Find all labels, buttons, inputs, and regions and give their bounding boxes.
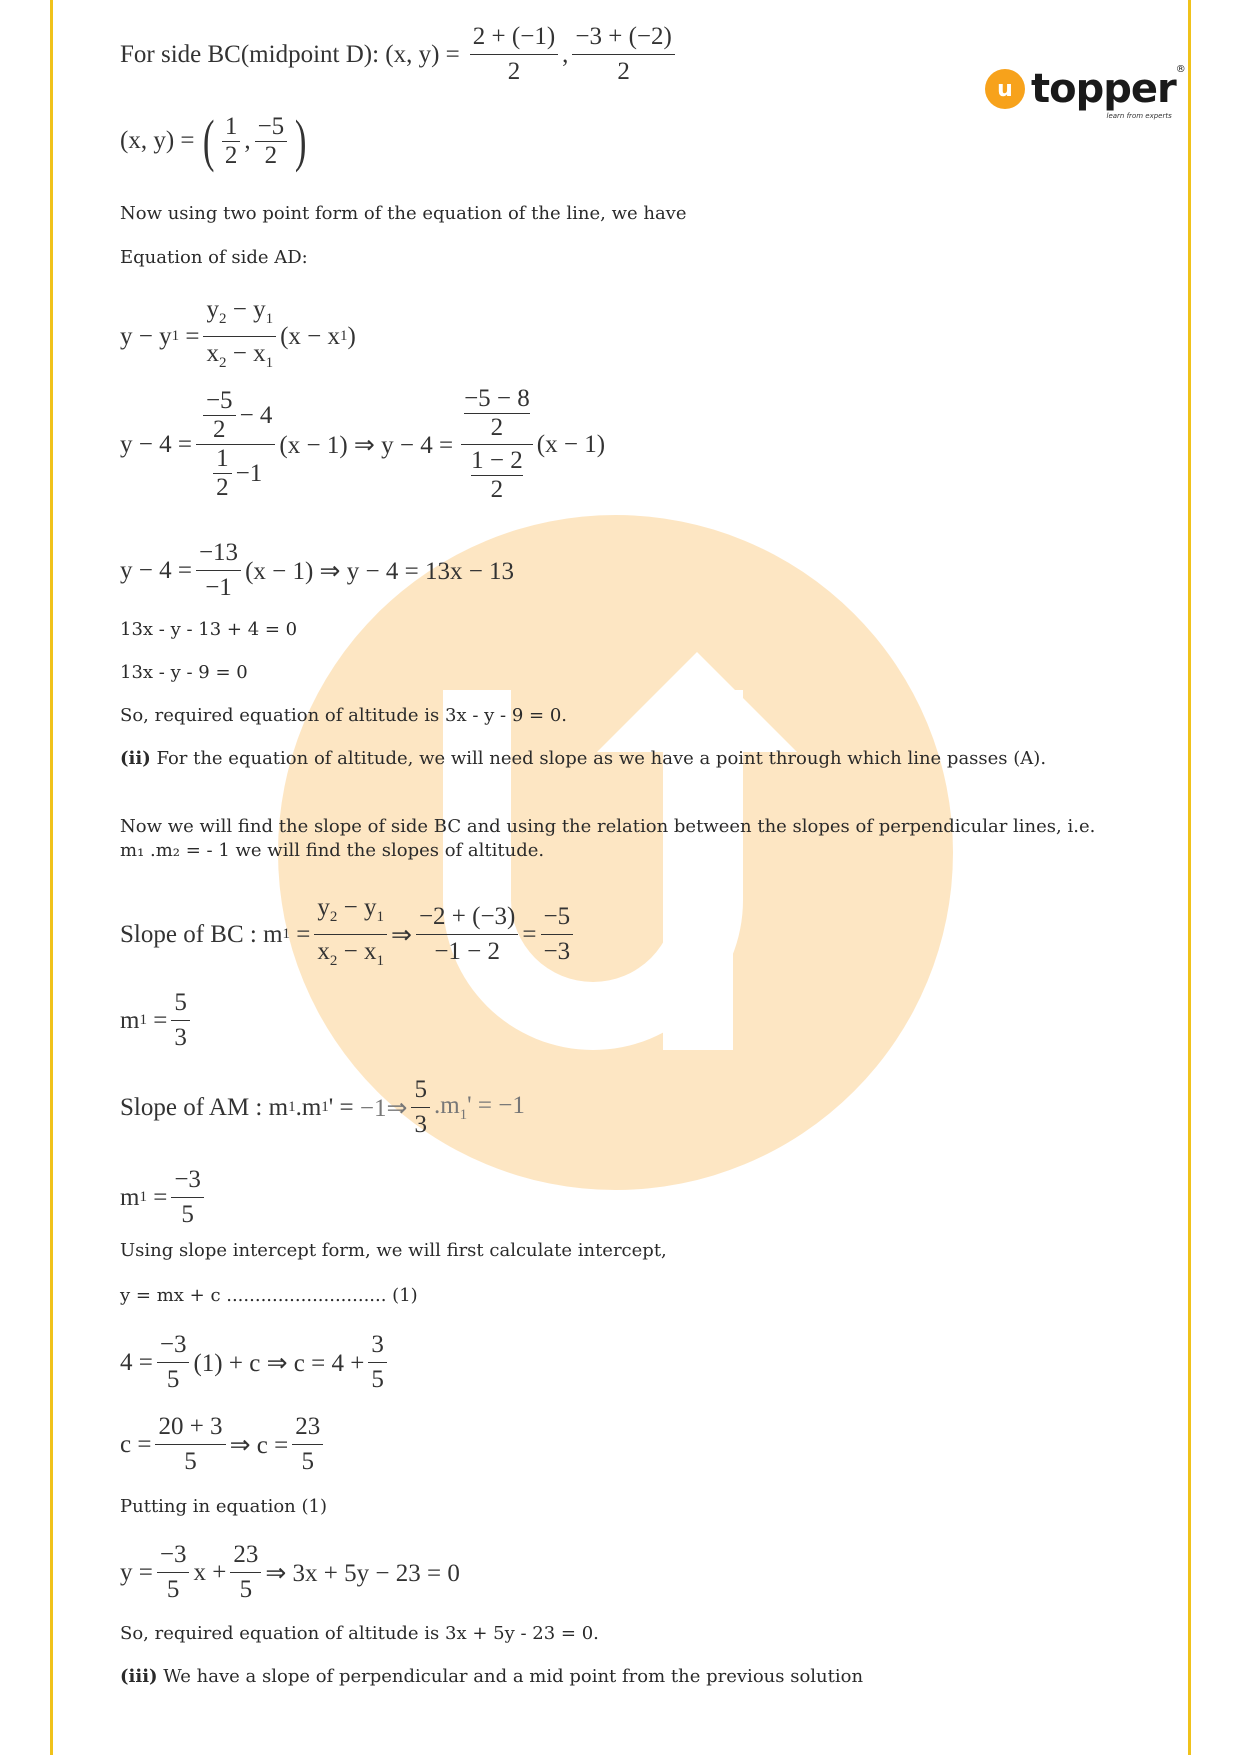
fraction-three-fifths <box>368 1330 387 1395</box>
inner-fraction <box>213 447 232 500</box>
fraction-denominator: 2 <box>264 141 278 169</box>
fraction-numerator: −5 <box>255 115 288 142</box>
m-symbol: m <box>120 1183 140 1211</box>
fraction-numerator: 23 <box>230 1540 261 1573</box>
two-point-form: y − y 1 = $\frac{y_2 - y_1}{x_2 - x_1}$ (x − x 1 ) <box>120 295 356 378</box>
fraction-numerator: −3 <box>157 1330 190 1363</box>
fraction-denominator: $x_2 - x_1$ <box>206 340 274 371</box>
fraction-half <box>222 112 241 169</box>
slope-formula-fraction <box>314 893 387 976</box>
fraction-numerator: 3 <box>368 1330 387 1363</box>
fraction-denominator: 3 <box>414 1111 427 1138</box>
fraction-denominator: 2 <box>213 416 226 443</box>
one-plus-c: (1) + c ⇒ c = 4 + <box>193 1349 365 1377</box>
logo-name: topper <box>1031 66 1176 112</box>
watermark-arrow-icon <box>597 652 797 752</box>
final-equation <box>120 1540 460 1605</box>
fraction-denominator: −1 <box>205 574 232 601</box>
inner-fraction <box>203 389 236 442</box>
x-minus-1-implies: (x − 1) ⇒ y − 4 = <box>279 431 454 459</box>
part-iii-text: We have a slope of perpendicular and a mid point from the previous solution <box>157 1666 864 1687</box>
fraction-denominator: 2 <box>224 141 238 169</box>
topper-logo <box>985 62 1186 120</box>
fraction-denominator: 5 <box>166 1576 180 1603</box>
ad-substitution <box>120 385 605 504</box>
xy-label: (x, y) = <box>120 127 195 154</box>
fraction-denominator: 5 <box>166 1366 180 1393</box>
midpoint-y-fraction <box>572 22 674 87</box>
implies-13x: (x − 1) ⇒ y − 4 = 13x − 13 <box>245 557 515 585</box>
fraction-numerator: −3 <box>171 1165 204 1198</box>
midpoint-formula: For side BC(midpoint D): (x, y) = $\frac{2 + (-1)}{2}$ , $\frac{-3 + (-2)}{2}$ <box>120 22 679 87</box>
part-ii-text: For the equation of altitude, we will need slope as we have a point through which line passes (A). <box>150 748 1047 769</box>
fraction-denominator: −1 − 2 <box>434 938 501 965</box>
m1-prime-value: m 1 = $\frac{-3}{5}$ <box>120 1165 208 1230</box>
fraction-numerator: 5 <box>171 988 190 1021</box>
fraction-numerator: 5 <box>411 1075 430 1108</box>
fraction-denominator: 5 <box>239 1576 253 1603</box>
inner-numerator: 1 − 2 <box>471 447 523 474</box>
m1-prime-eq: $.m_1' = -1$ <box>433 1091 525 1123</box>
fraction-denominator <box>206 445 265 500</box>
slope-am-label: Slope of AM : m <box>120 1093 289 1121</box>
equation-line-1: 13x - y - 13 + 4 = 0 <box>120 619 298 640</box>
inner-numerator: −5 − 8 <box>464 385 530 412</box>
m1-value: m 1 = $\frac{5}{3}$ <box>120 988 194 1053</box>
slope-fraction <box>203 295 276 378</box>
page-border-right <box>1188 0 1191 1755</box>
putting-in-equation: Putting in equation (1) <box>120 1496 327 1517</box>
fraction-denominator: 3 <box>174 1024 187 1051</box>
intro-text: Now using two point form of the equation of the line, we have <box>120 203 687 224</box>
part-iii-paragraph <box>120 1665 863 1689</box>
fraction-numerator: 1 <box>213 447 232 474</box>
complex-fraction-2 <box>461 385 533 504</box>
midpoint-prefix: For side BC(midpoint D): (x, y) = <box>120 40 460 68</box>
slope-bc-substituted <box>416 902 518 967</box>
logo-tagline: learn from experts <box>1106 112 1172 120</box>
fraction-denominator: 5 <box>371 1366 384 1393</box>
fraction-numerator: −2 + (−3) <box>416 902 518 935</box>
minus-four: − 4 <box>239 401 273 429</box>
minus-one: −1 <box>235 459 263 487</box>
fraction-numerator <box>196 389 275 445</box>
inner-denominator: 2 <box>490 414 504 441</box>
fraction-denominator: 2 <box>507 58 521 85</box>
fraction-numerator: $y_2 - y_1$ <box>314 893 387 935</box>
inner-denominator: 2 <box>490 476 504 503</box>
slope-bc-label: Slope of BC : m <box>120 920 283 948</box>
complex-fraction-1 <box>196 389 275 500</box>
y-minus-4: y − 4 = <box>120 430 192 458</box>
fraction-minus-three-fifths <box>171 1165 204 1230</box>
m-symbol: m <box>120 1006 140 1034</box>
slope-bc-result <box>541 902 574 967</box>
midpoint-x-fraction <box>470 22 558 87</box>
slope-relation-paragraph: Now we will find the slope of side BC and using the relation between the slopes of perpendicular lines, i.e. m₁ .m₂ = - 1 we will find the slopes of altitude. <box>120 816 1096 861</box>
x-minus-x1: (x − x <box>280 322 341 350</box>
fraction-denominator: 5 <box>181 1201 194 1228</box>
fraction-numerator: 20 + 3 <box>155 1412 225 1445</box>
fraction-numerator: −13 <box>196 538 241 571</box>
intercept-calc-1 <box>120 1330 391 1395</box>
fraction-denominator: 2 <box>216 474 229 501</box>
fraction-numerator: 1 <box>222 115 241 142</box>
logo-registered-mark: ® <box>1175 64 1186 75</box>
x-plus: x + <box>193 1558 227 1586</box>
y-minus-4: y − 4 = <box>120 556 192 584</box>
midpoint-result: (x, y) = ( $\frac{1}{2}$ , $\frac{-5}{2}$ ) <box>120 108 307 173</box>
fraction-numerator <box>461 385 533 445</box>
part-iii-label: (iii) <box>120 1666 158 1687</box>
fraction-numerator: −3 + (−2) <box>572 22 674 55</box>
fraction-numerator: $y_2 - y_1$ <box>203 295 276 337</box>
page-border-left <box>50 0 53 1755</box>
fraction-denominator: 5 <box>184 1448 197 1475</box>
fraction-numerator: −5 <box>541 902 574 935</box>
y-minus-y1: y − y <box>120 322 172 350</box>
fraction-denominator: $x_2 - x_1$ <box>317 938 384 969</box>
fraction-numerator: −3 <box>157 1540 190 1573</box>
part-ii-label: (ii) <box>120 748 151 769</box>
left-paren: ( <box>202 108 214 173</box>
fraction-23-5 <box>230 1540 261 1605</box>
c-implies: ⇒ c = <box>229 1431 289 1459</box>
part-ii-paragraph <box>120 747 1105 771</box>
x-minus-1: (x − 1) <box>536 430 606 458</box>
fraction-minus-three-fifths <box>157 1330 190 1395</box>
right-paren: ) <box>295 108 307 173</box>
dot-m: .m <box>295 1093 322 1121</box>
fraction-minus13-minus1 <box>196 538 241 603</box>
fraction-denominator: 5 <box>301 1448 314 1475</box>
fraction-numerator: 2 + (−1) <box>470 22 558 55</box>
four-equals: 4 = <box>120 1348 153 1376</box>
result-altitude-2: So, required equation of altitude is 3x + 5y - 23 = 0. <box>120 1623 599 1644</box>
minus-one-implies: −1⇒ <box>359 1094 408 1122</box>
final-implication: ⇒ 3x + 5y − 23 = 0 <box>265 1559 460 1587</box>
fraction-minus-three-fifths <box>157 1540 190 1605</box>
fraction-numerator: 23 <box>292 1412 323 1445</box>
fraction-five-thirds <box>171 988 190 1053</box>
y-equals: y = <box>120 1558 153 1586</box>
ad-simplified <box>120 538 514 603</box>
equation-line-2: 13x - y - 9 = 0 <box>120 662 248 683</box>
intercept-calc-2 <box>120 1412 327 1477</box>
intercept-paragraph: Using slope intercept form, we will first calculate intercept, <box>120 1240 667 1261</box>
fraction-denominator <box>468 445 526 504</box>
fraction-five-thirds <box>411 1075 430 1140</box>
result-altitude-1: So, required equation of altitude is 3x - y - 9 = 0. <box>120 705 567 726</box>
logo-badge-icon: u <box>985 69 1025 109</box>
equation-ad-title: Equation of side AD: <box>120 247 308 268</box>
fraction-minus-five-half <box>255 112 288 169</box>
slope-intercept-form: y = mx + c ............................ (1) <box>120 1285 418 1306</box>
fraction-denominator: 2 <box>617 58 630 85</box>
fraction-denominator: −3 <box>543 938 571 965</box>
c-equals: c = <box>120 1430 152 1458</box>
slope-am: Slope of AM : m 1 .m 1 ' = −1⇒ $\frac{5}{3}$ $.m_1' = -1$ <box>120 1076 525 1138</box>
fraction-numerator: −5 <box>203 389 236 416</box>
fraction-23-over-5 <box>155 1412 225 1477</box>
fraction-23-5 <box>292 1412 323 1477</box>
slope-bc: Slope of BC : m 1 = $\frac{y_2 - y_1}{x_2 - x_1}$ ⇒ $\frac{-2 + (-3)}{-1 - 2}$ = $\frac{-5}{-3}$ <box>120 893 577 976</box>
